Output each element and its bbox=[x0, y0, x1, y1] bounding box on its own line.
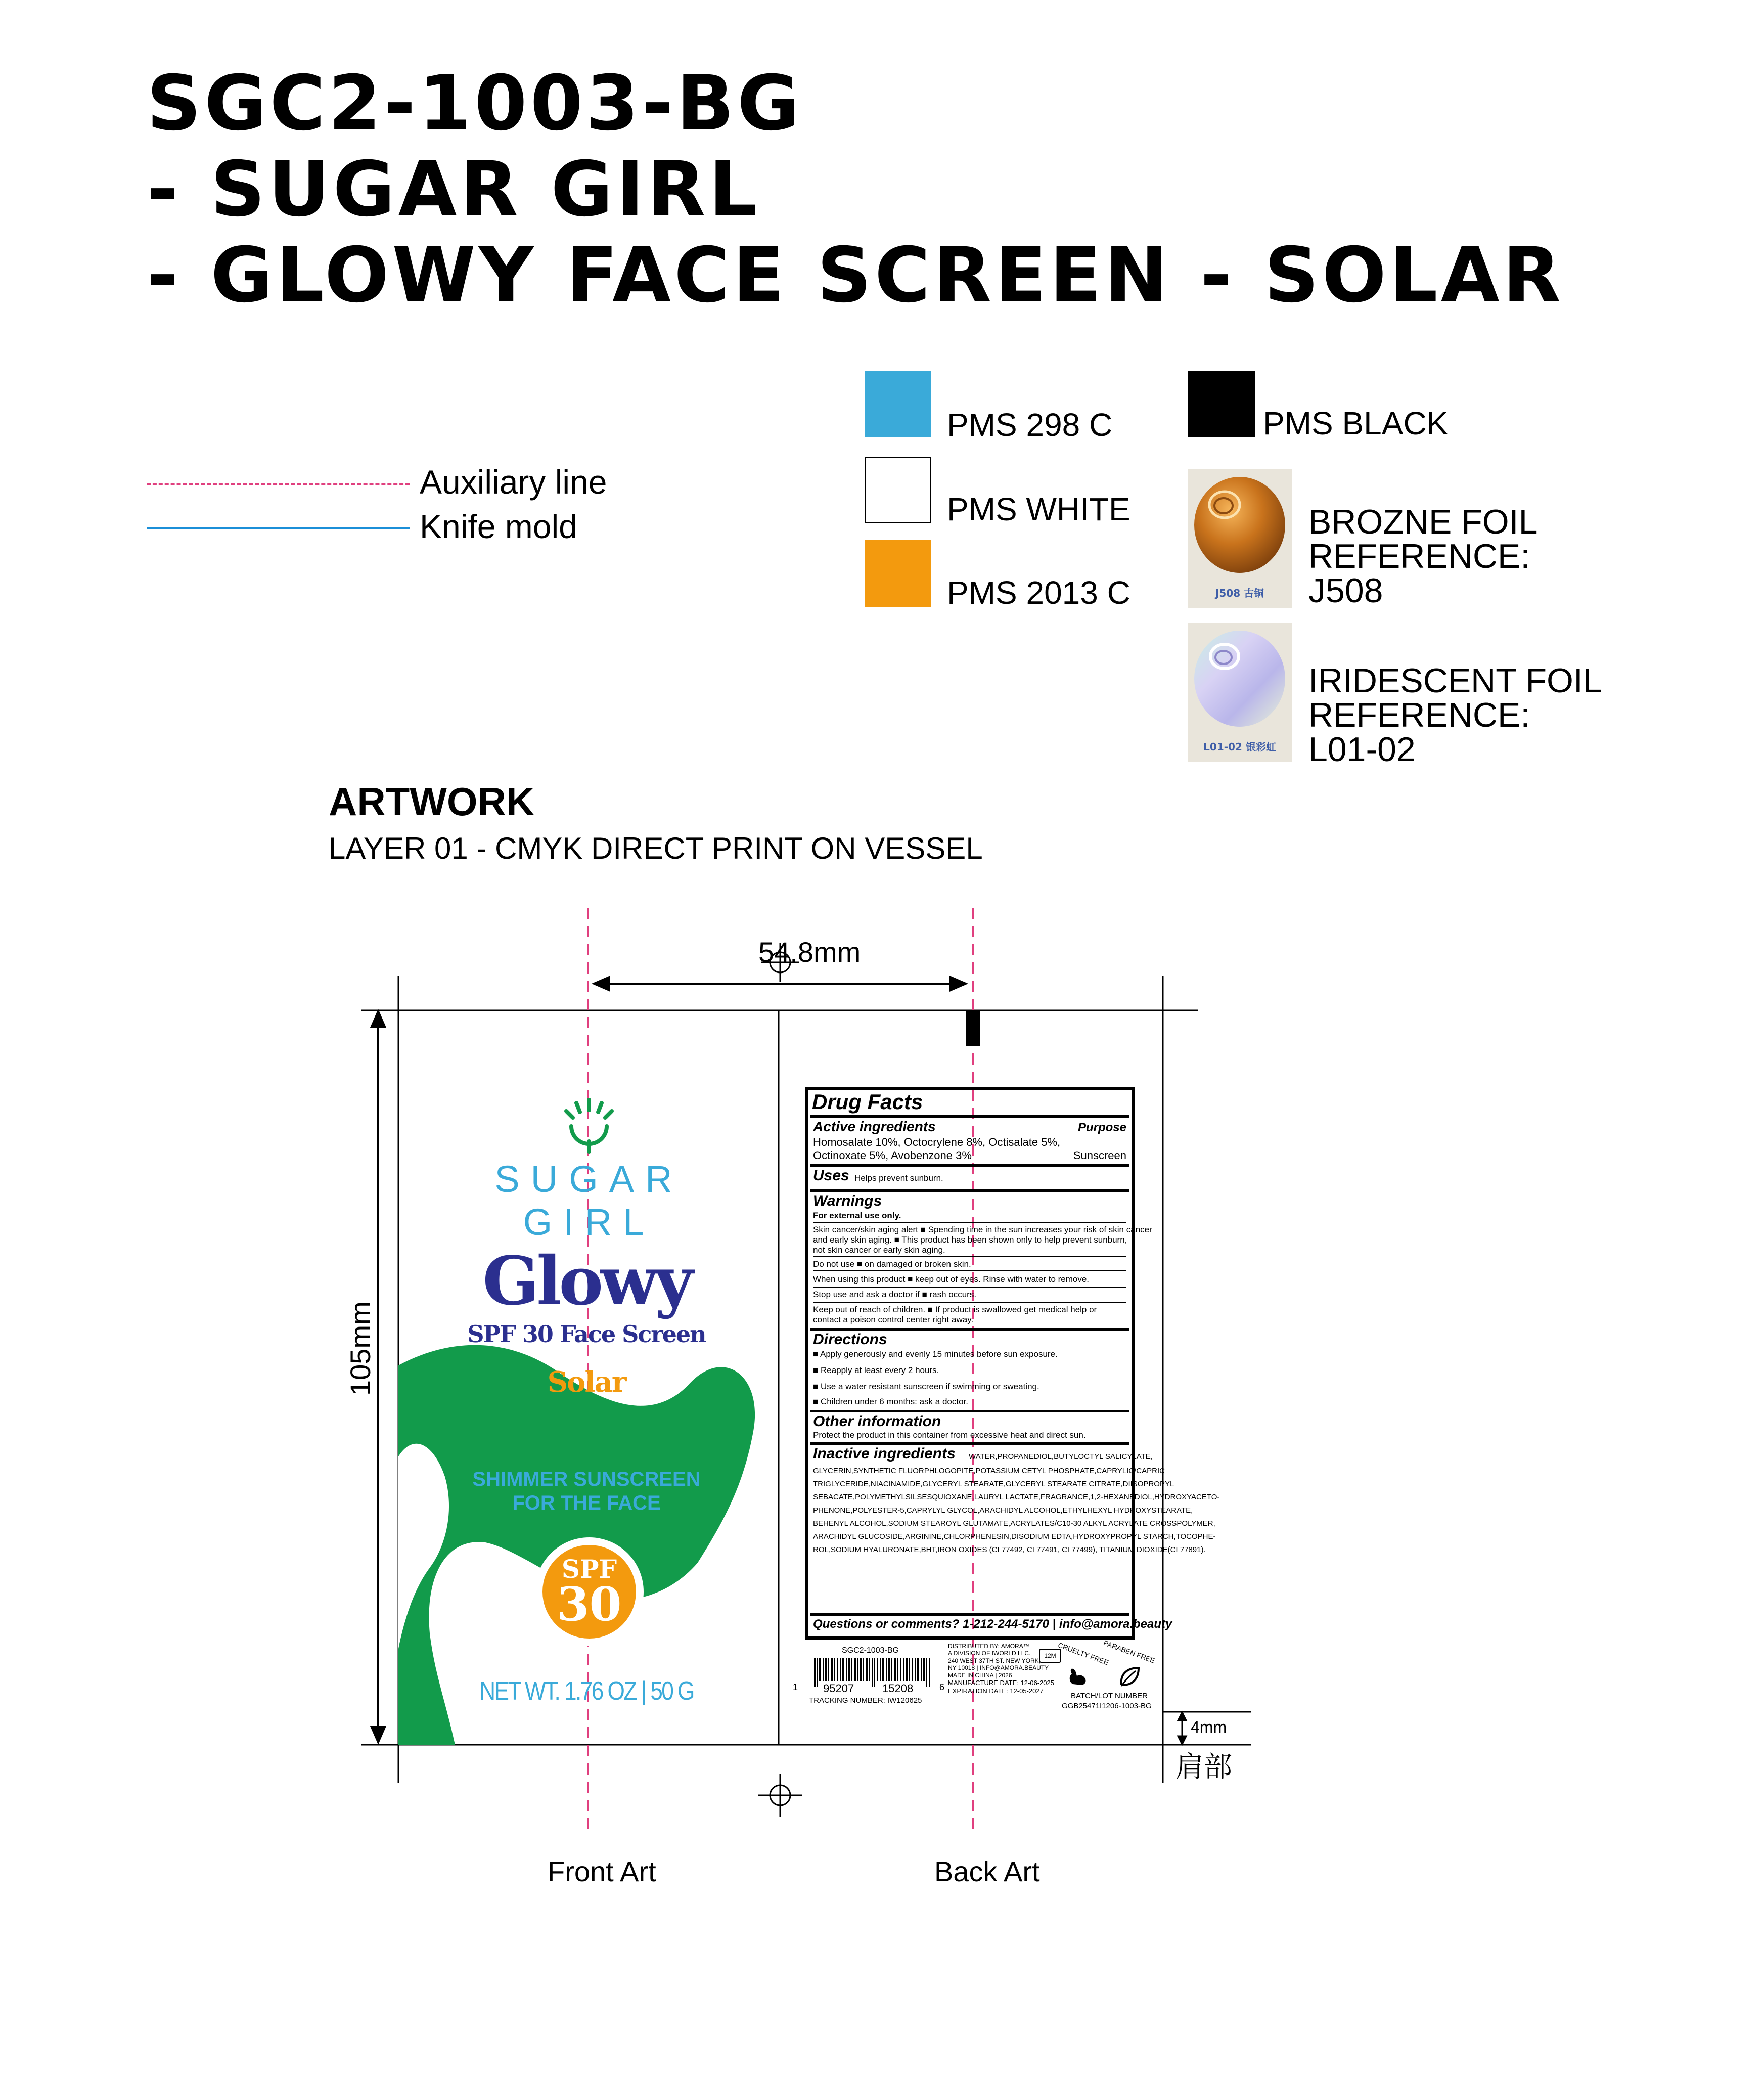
warn-stop: Stop use and ask a doctor if ■ rash occurs. bbox=[813, 1290, 977, 1299]
directions-heading: Directions bbox=[813, 1331, 887, 1348]
inactive-6: BEHENYL ALCOHOL,SODIUM STEAROYL GLUTAMATE,ACRYLATES/C10-30 ALKYL ACRYLATE CROSSPOLYMER, bbox=[813, 1519, 1215, 1528]
paraben-free-label: PARABEN FREE bbox=[1102, 1639, 1156, 1665]
height-dimension-label: 105mm bbox=[344, 1301, 376, 1396]
drug-facts-title: Drug Facts bbox=[812, 1090, 923, 1114]
net-weight: NET WT. 1.76 OZ | 50 G bbox=[479, 1676, 694, 1706]
batch-value: GGB25471I1206-1003-BG bbox=[1062, 1702, 1152, 1710]
bronze-foil-line1: BROZNE FOIL bbox=[1308, 503, 1538, 541]
dir-3: ■ Use a water resistant sunscreen if swimming or sweating. bbox=[813, 1382, 1039, 1391]
active-line-1: Homosalate 10%, Octocrylene 8%, Octisalate 5%, bbox=[813, 1136, 1061, 1148]
pms-white-label: PMS WHITE bbox=[947, 491, 1130, 527]
spf-badge bbox=[535, 1537, 644, 1646]
shoulder-dimension-label: 4mm bbox=[1191, 1718, 1227, 1736]
orientation-notch bbox=[966, 1011, 980, 1046]
drug-facts-panel bbox=[805, 1087, 1220, 1640]
product-subtitle: SPF 30 Face Screen bbox=[467, 1320, 706, 1348]
dist-line-2: A DIVISION OF IWORLD LLC. bbox=[948, 1650, 1031, 1657]
warnings-external: For external use only. bbox=[813, 1211, 901, 1220]
variant-name: Solar bbox=[547, 1365, 626, 1399]
active-heading: Active ingredients bbox=[813, 1119, 936, 1134]
purpose-heading: Purpose bbox=[1077, 1121, 1126, 1134]
active-line-2: Octinoxate 5%, Avobenzone 3% bbox=[813, 1149, 972, 1162]
barcode-digits-mid2: 15208 bbox=[882, 1682, 914, 1695]
bronze-foil-line3: J508 bbox=[1308, 571, 1383, 610]
inactive-8: ROL,SODIUM HYALURONATE,BHT,IRON OXIDES (CI 77492, CI 77491, CI 77499), TITANIUM DIOXIDE(CI 77891). bbox=[813, 1545, 1206, 1554]
shoulder-label: 肩部 bbox=[1175, 1751, 1232, 1784]
dist-line-4: NY 10018 | INFO@AMORA.BEAUTY bbox=[948, 1664, 1049, 1672]
dist-line-6: MANUFACTURE DATE: 12-06-2025 bbox=[948, 1678, 1054, 1687]
period-after-opening-icon: 12M bbox=[1039, 1649, 1061, 1663]
inactive-2: GLYCERIN,SYNTHETIC FLUORPHLOGOPITE,POTASSIUM CETYL PHOSPHATE,CAPRYLIC/CAPRIC bbox=[813, 1467, 1165, 1475]
iridescent-foil-line2: REFERENCE: bbox=[1308, 696, 1530, 734]
dir-1: ■ Apply generously and evenly 15 minutes before sun exposure. bbox=[813, 1349, 1058, 1359]
inactive-3: TRIGLYCERIDE,NIACINAMIDE,GLYCERYL STEARATE,GLYCERYL STEARATE CITRATE,DIISOPROPYL bbox=[813, 1480, 1174, 1488]
inactive-7: ARACHIDYL GLUCOSIDE,ARGININE,CHLORPHENESIN,DISODIUM EDTA,HYDROXYPROPYL STARCH,TOCOPHE- bbox=[813, 1532, 1216, 1541]
auxiliary-line-label: Auxiliary line bbox=[420, 463, 607, 501]
tracking-number: TRACKING NUMBER: IW120625 bbox=[809, 1696, 922, 1705]
rabbit-icon bbox=[1067, 1667, 1090, 1688]
warn-keep-2: contact a poison control center right away. bbox=[813, 1315, 974, 1324]
leaf-icon bbox=[1117, 1664, 1143, 1689]
back-art-label: Back Art bbox=[934, 1855, 1040, 1887]
pms-black-label: PMS BLACK bbox=[1263, 405, 1449, 441]
title-line-3: - GLOWY FACE SCREEN - SOLAR bbox=[147, 232, 1564, 320]
knife-mold-label: Knife mold bbox=[420, 508, 577, 545]
barcode-digit-left: 1 bbox=[793, 1682, 798, 1692]
iridescent-foil-line3: L01-02 bbox=[1308, 730, 1416, 769]
width-dimension-label: 54.8mm bbox=[758, 936, 861, 968]
product-name: Glowy bbox=[482, 1242, 691, 1320]
bronze-foil-line2: REFERENCE: bbox=[1308, 537, 1530, 576]
brand-line-2: GIRL bbox=[523, 1201, 655, 1243]
purpose-value: Sunscreen bbox=[1073, 1149, 1126, 1162]
warn-skin-3: not skin cancer or early skin aging. bbox=[813, 1245, 945, 1255]
iridescent-foil-caption: L01-02 银彩虹 bbox=[1203, 741, 1276, 753]
inactive-1: WATER,PROPANEDIOL,BUTYLOCTYL SALICYLATE, bbox=[969, 1452, 1153, 1461]
other-info-heading: Other information bbox=[813, 1413, 941, 1430]
sku-small: SGC2-1003-BG bbox=[842, 1646, 899, 1655]
dist-line-7: EXPIRATION DATE: 12-05-2027 bbox=[948, 1687, 1044, 1695]
uses-text: Helps prevent sunburn. bbox=[854, 1173, 943, 1183]
artwork-heading: ARTWORK bbox=[329, 779, 535, 824]
barcode-digits-mid1: 95207 bbox=[823, 1682, 854, 1695]
questions-line: Questions or comments? 1-212-244-5170 | info@amora.beauty bbox=[813, 1617, 1172, 1631]
uses-heading: Uses bbox=[813, 1167, 849, 1184]
warnings-heading: Warnings bbox=[813, 1192, 882, 1209]
sun-logo-icon bbox=[556, 1095, 622, 1156]
cruelty-free-label: CRUELTY FREE bbox=[1057, 1641, 1110, 1667]
title-line-1: SGC2-1003-BG bbox=[147, 60, 803, 148]
dir-4: ■ Children under 6 months: ask a doctor. bbox=[813, 1397, 968, 1406]
tagline-line-2: FOR THE FACE bbox=[512, 1492, 661, 1514]
dist-line-5: MADE IN CHINA | 2026 bbox=[948, 1671, 1012, 1679]
iridescent-foil-line1: IRIDESCENT FOIL bbox=[1308, 661, 1602, 700]
warn-using: When using this product ■ keep out of eyes. Rinse with water to remove. bbox=[813, 1274, 1090, 1284]
inactive-5: PHENONE,POLYESTER-5,CAPRYLYL GLYCOL,ARACHIDYL ALCOHOL,ETHYLHEXYL HYDROXYSTEARATE, bbox=[813, 1506, 1193, 1515]
spf-word: SPF bbox=[561, 1554, 617, 1584]
inactive-4: SEBACATE,POLYMETHYLSILSESQUIOXANE,LAURYL LACTATE,FRAGRANCE,1,2-HEXANEDIOL,HYDROXYACETO- bbox=[813, 1493, 1220, 1501]
inactive-heading: Inactive ingredients bbox=[813, 1445, 956, 1462]
brand-line-1: SUGAR bbox=[494, 1158, 684, 1200]
warn-skin-1: Skin cancer/skin aging alert ■ Spending time in the sun increases your risk of skin cancer bbox=[813, 1225, 1152, 1234]
warn-skin-2: and early skin aging. ■ This product has been shown only to help prevent sunburn, bbox=[813, 1235, 1127, 1245]
artwork-subheading: LAYER 01 - CMYK DIRECT PRINT ON VESSEL bbox=[329, 831, 983, 865]
front-art-label: Front Art bbox=[548, 1855, 656, 1887]
pms-2013c-label: PMS 2013 C bbox=[947, 574, 1130, 611]
pms-298c-label: PMS 298 C bbox=[947, 407, 1113, 443]
warn-keep-1: Keep out of reach of children. ■ If product is swallowed get medical help or bbox=[813, 1305, 1097, 1314]
batch-label: BATCH/LOT NUMBER bbox=[1071, 1692, 1148, 1700]
dir-2: ■ Reapply at least every 2 hours. bbox=[813, 1365, 939, 1375]
barcode-digit-right: 6 bbox=[939, 1682, 945, 1692]
tagline-line-1: SHIMMER SUNSCREEN bbox=[472, 1468, 701, 1490]
dist-line-1: DISTRIBUTED BY: AMORA™ bbox=[948, 1643, 1029, 1650]
title-line-2: - SUGAR GIRL bbox=[147, 146, 760, 234]
bronze-foil-caption: J508 古铜 bbox=[1215, 587, 1264, 599]
warn-donot: Do not use ■ on damaged or broken skin. bbox=[813, 1259, 971, 1269]
spf-number: 30 bbox=[557, 1577, 622, 1631]
dist-line-3: 240 WEST 37TH ST. NEW YORK, bbox=[948, 1657, 1041, 1664]
other-info-text: Protect the product in this container from excessive heat and direct sun. bbox=[813, 1430, 1086, 1440]
distributor-block bbox=[948, 1643, 1054, 1695]
